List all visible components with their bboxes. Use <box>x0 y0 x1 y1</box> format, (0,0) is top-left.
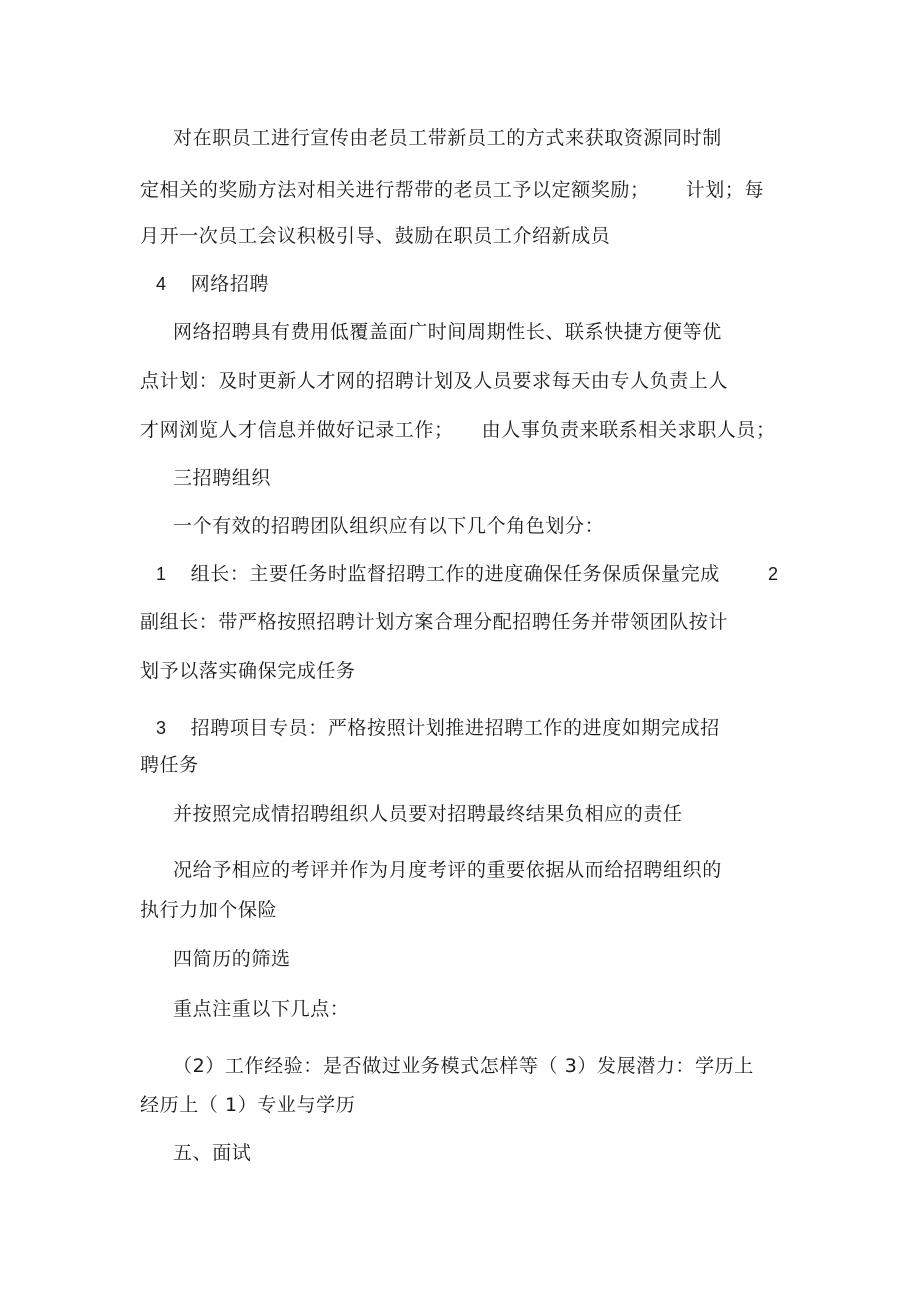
paragraph-line: 点计划：及时更新人才网的招聘计划及人员要求每天由专人负责上人 <box>140 370 729 392</box>
paragraph-line: 对在职员工进行宣传由老员工带新员工的方式来获取资源同时制 <box>173 127 722 149</box>
section-number: 4 <box>156 274 167 294</box>
section-heading: 三招聘组织 <box>173 467 272 489</box>
paragraph-line: 一个有效的招聘团队组织应有以下几个角色划分： <box>173 515 605 537</box>
text-segment: 才网浏览人才信息并做好记录工作； <box>140 419 454 441</box>
paragraph-line: 划予以落实确保完成任务 <box>140 660 356 682</box>
section-heading <box>156 272 269 296</box>
paragraph-line: 并按照完成情招聘组织人员要对招聘最终结果负相应的责任 <box>173 803 683 825</box>
paragraph-line: （2）工作经验：是否做过业务模式怎样等（ 3）发展潜力：学历上 <box>173 1055 754 1077</box>
item-text: 招聘项目专员：严格按照计划推进招聘工作的进度如期完成招 <box>190 717 720 739</box>
paragraph-line <box>140 418 776 442</box>
paragraph-line: 网络招聘具有费用低覆盖面广时间周期性长、联系快捷方便等优 <box>173 321 722 343</box>
section-heading: 五、面试 <box>173 1142 252 1164</box>
item-number: 1 <box>156 564 167 584</box>
item-number: 2 <box>768 564 779 584</box>
list-item <box>156 562 720 586</box>
text-segment: 定相关的奖励方法对相关进行帮带的老员工予以定额奖励； <box>140 179 650 201</box>
text-segment: 计划；每 <box>685 179 765 201</box>
list-item <box>156 716 720 740</box>
paragraph-line: 月开一次员工会议积极引导、鼓励在职员工介绍新成员 <box>140 225 611 247</box>
paragraph-line: 经历上（ 1）专业与学历 <box>140 1094 356 1116</box>
item-text: 组长：主要任务时监督招聘工作的进度确保任务保质保量完成 <box>190 563 720 585</box>
paragraph-line: 聘任务 <box>140 754 199 776</box>
text-segment: 由人事负责来联系相关求职人员； <box>481 419 776 441</box>
paragraph-line: 执行力加个保险 <box>140 899 278 921</box>
paragraph-line: 况给予相应的考评并作为月度考评的重要依据从而给招聘组织的 <box>173 859 722 881</box>
paragraph-line <box>140 178 764 202</box>
section-title: 网络招聘 <box>190 273 270 295</box>
item-number: 3 <box>156 718 167 738</box>
paragraph-line: 副组长：带严格按照招聘计划方案合理分配招聘任务并带领团队按计 <box>140 611 729 633</box>
section-heading: 四简历的筛选 <box>173 948 291 970</box>
paragraph-line: 重点注重以下几点： <box>173 998 350 1020</box>
